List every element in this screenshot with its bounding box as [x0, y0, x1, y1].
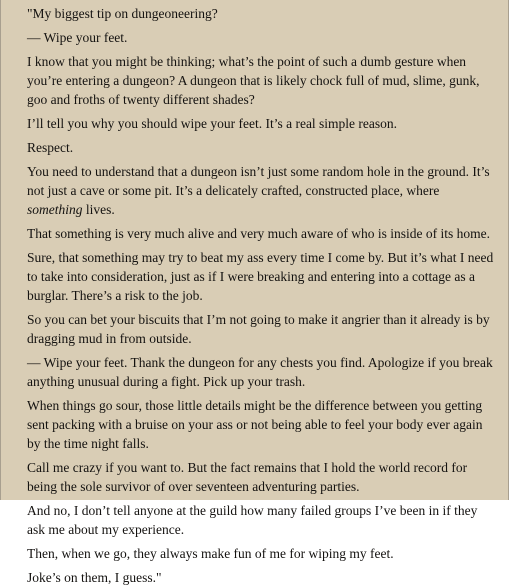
paragraph: When things go sour, those little details might be the difference between you getting sent packing with a bruise on your ass or not being able to feel your body ever again by the time night falls.: [27, 398, 483, 451]
paragraph: "My biggest tip on dungeoneering?: [27, 6, 218, 21]
paragraph: I’ll tell you why you should wipe your feet. It’s a real simple reason.: [27, 116, 398, 131]
paragraph: [27, 162, 494, 219]
paragraph: Then, when we go, they always make fun of me for wiping my feet.: [27, 546, 394, 561]
paragraph: I know that you might be thinking; what’s the point of such a dumb gesture when you’re entering a dungeon? A dungeon that is likely chock full of mud, slime, gunk, goo and froths of twenty different shades?: [27, 54, 480, 107]
paragraph-text-tail: lives.: [85, 202, 115, 217]
paragraph: So you can bet your biscuits that I’m not going to make it angrier than it already is by dragging mud in from outside.: [27, 312, 490, 346]
paragraph: Respect.: [27, 140, 74, 155]
emphasis-text: something: [27, 202, 83, 217]
paragraph: Joke’s on them, I guess.": [27, 570, 162, 585]
paragraph: Call me crazy if you want to. But the fact remains that I hold the world record for being the sole survivor of over seventeen adventuring parties.: [27, 460, 468, 494]
paragraph-text: You need to understand that a dungeon isn’t just some random hole in the ground. It’s not just a cave or some pit. It’s a delicately crafted, constructed place, where: [27, 164, 490, 198]
paragraph: That something is very much alive and very much aware of who is inside of its home.: [27, 226, 491, 241]
document-body: [1, 0, 508, 587]
paragraph: — Wipe your feet. Thank the dungeon for any chests you find. Apologize if you break anything unusual during a fight. Pick up your trash.: [27, 355, 493, 389]
paragraph: Sure, that something may try to beat my ass every time I come by. But it’s what I need to take into consideration, just as if I were breaking and entering into a cottage as a burglar. There’s a risk to the job.: [27, 250, 494, 303]
paragraph: — Wipe your feet.: [27, 30, 128, 45]
paragraph: And no, I don’t tell anyone at the guild how many failed groups I’ve been in if they ask me about my experience.: [27, 503, 478, 537]
